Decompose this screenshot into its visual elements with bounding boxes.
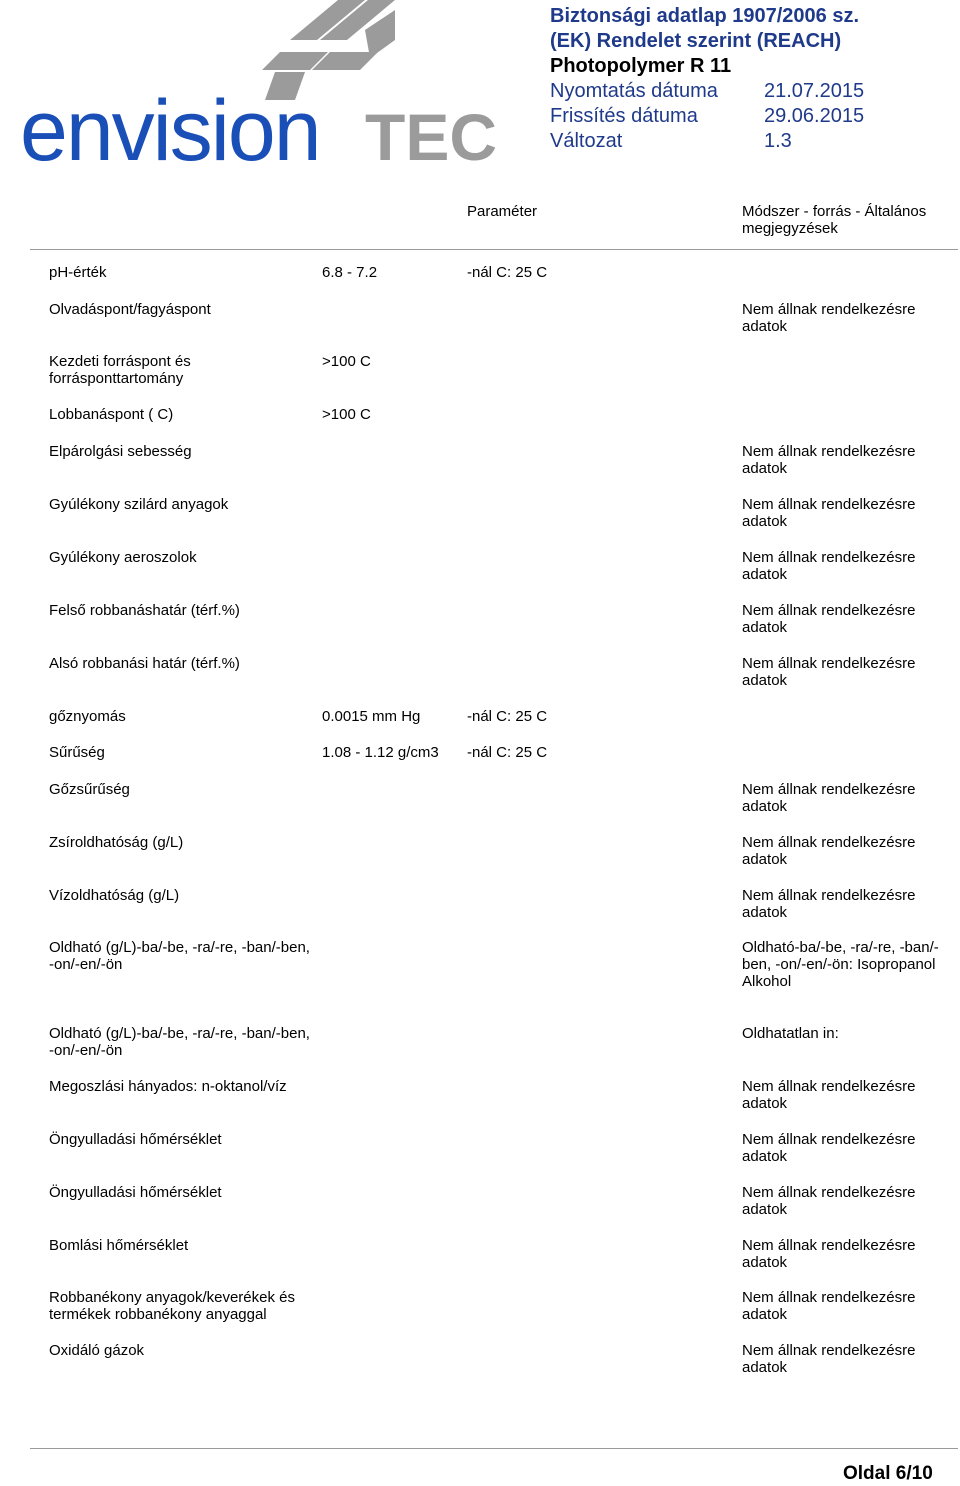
- property-name: Öngyulladási hőmérséklet: [49, 1184, 222, 1201]
- property-note: Nem állnak rendelkezésre adatok: [742, 1078, 916, 1112]
- envisiontec-logo: [20, 0, 497, 179]
- property-name: Bomlási hőmérséklet: [49, 1237, 189, 1254]
- header-print-date: Nyomtatás dátuma 21.07.2015: [550, 80, 865, 102]
- property-note: Nem állnak rendelkezésre adatok: [742, 1131, 916, 1165]
- logo-text-envision: envision: [20, 83, 320, 179]
- property-name: Sűrűség: [49, 744, 105, 761]
- column-header-param: Paraméter: [467, 203, 538, 220]
- property-note: Nem állnak rendelkezésre adatok: [742, 655, 916, 689]
- property-name: Olvadáspont/fagyáspont: [49, 301, 211, 318]
- property-note: Nem állnak rendelkezésre adatok: [742, 887, 916, 921]
- property-name: Oxidáló gázok: [49, 1342, 145, 1359]
- property-condition: -nál C: 25 C: [467, 264, 548, 281]
- property-note: Nem állnak rendelkezésre adatok: [742, 443, 916, 477]
- property-note: Nem állnak rendelkezésre adatok: [742, 1237, 916, 1271]
- property-name: Gőzsűrűség: [49, 781, 130, 798]
- property-name: Felső robbanáshatár (térf.%): [49, 602, 240, 619]
- property-name: Öngyulladási hőmérséklet: [49, 1131, 222, 1148]
- property-value: 1.08 - 1.12 g/cm3: [322, 744, 439, 761]
- page-number: Oldal 6/10: [843, 1463, 933, 1484]
- logo-text-tec: TEC: [365, 100, 497, 174]
- property-value: >100 C: [322, 353, 371, 370]
- property-note: Nem állnak rendelkezésre adatok: [742, 834, 916, 868]
- header-update-date: Frissítés dátuma 29.06.2015: [550, 105, 865, 127]
- property-name: Robbanékony anyagok/keverékek és termékek robbanékony anyaggal: [49, 1289, 295, 1323]
- property-name: Alsó robbanási határ (térf.%): [49, 655, 240, 672]
- property-name: pH-érték: [49, 264, 107, 281]
- property-name: Vízoldhatóság (g/L): [49, 887, 180, 904]
- property-name: Gyúlékony szilárd anyagok: [49, 496, 229, 513]
- property-name: Elpárolgási sebesség: [49, 443, 192, 460]
- property-note: Nem állnak rendelkezésre adatok: [742, 602, 916, 636]
- property-name: Kezdeti forráspont és forrásponttartomány: [49, 353, 191, 387]
- property-condition: -nál C: 25 C: [467, 708, 548, 725]
- property-note: Nem állnak rendelkezésre adatok: [742, 781, 916, 815]
- property-note: Nem állnak rendelkezésre adatok: [742, 1184, 916, 1218]
- property-name: gőznyomás: [49, 708, 126, 725]
- property-name: Gyúlékony aeroszolok: [49, 549, 197, 566]
- property-name: Zsíroldhatóság (g/L): [49, 834, 184, 851]
- header-version: Változat 1.3: [550, 130, 792, 152]
- footer-divider: [30, 1448, 958, 1449]
- header-divider: [30, 249, 958, 250]
- property-value: 0.0015 mm Hg: [322, 708, 421, 725]
- property-note: Nem állnak rendelkezésre adatok: [742, 301, 916, 335]
- property-note: Nem állnak rendelkezésre adatok: [742, 1289, 916, 1323]
- property-note: Nem állnak rendelkezésre adatok: [742, 549, 916, 583]
- property-value: >100 C: [322, 406, 371, 423]
- property-name: Oldható (g/L)-ba/-be, -ra/-re, -ban/-ben, -on/-en/-ön: [49, 1025, 310, 1059]
- header-product: Photopolymer R 11: [550, 55, 732, 77]
- property-name: Oldható (g/L)-ba/-be, -ra/-re, -ban/-ben, -on/-en/-ön: [49, 939, 310, 973]
- property-note: Nem állnak rendelkezésre adatok: [742, 1342, 916, 1376]
- header-title-line2: (EK) Rendelet szerint (REACH): [550, 30, 842, 52]
- property-condition: -nál C: 25 C: [467, 744, 548, 761]
- header-title-line1: Biztonsági adatlap 1907/2006 sz.: [550, 5, 860, 27]
- property-note: Oldhatatlan in:: [742, 1025, 839, 1042]
- document-header: [550, 4, 864, 154]
- property-name: Megoszlási hányados: n-oktanol/víz: [49, 1078, 287, 1095]
- property-name: Lobbanáspont ( C): [49, 406, 174, 423]
- property-note: Oldható-ba/-be, -ra/-re, -ban/-ben, -on/-en/-ön: Isopropanol Alkohol: [742, 939, 939, 990]
- column-header-method: Módszer - forrás - Általános megjegyzések: [742, 203, 927, 237]
- property-note: Nem állnak rendelkezésre adatok: [742, 496, 916, 530]
- property-value: 6.8 - 7.2: [322, 264, 378, 281]
